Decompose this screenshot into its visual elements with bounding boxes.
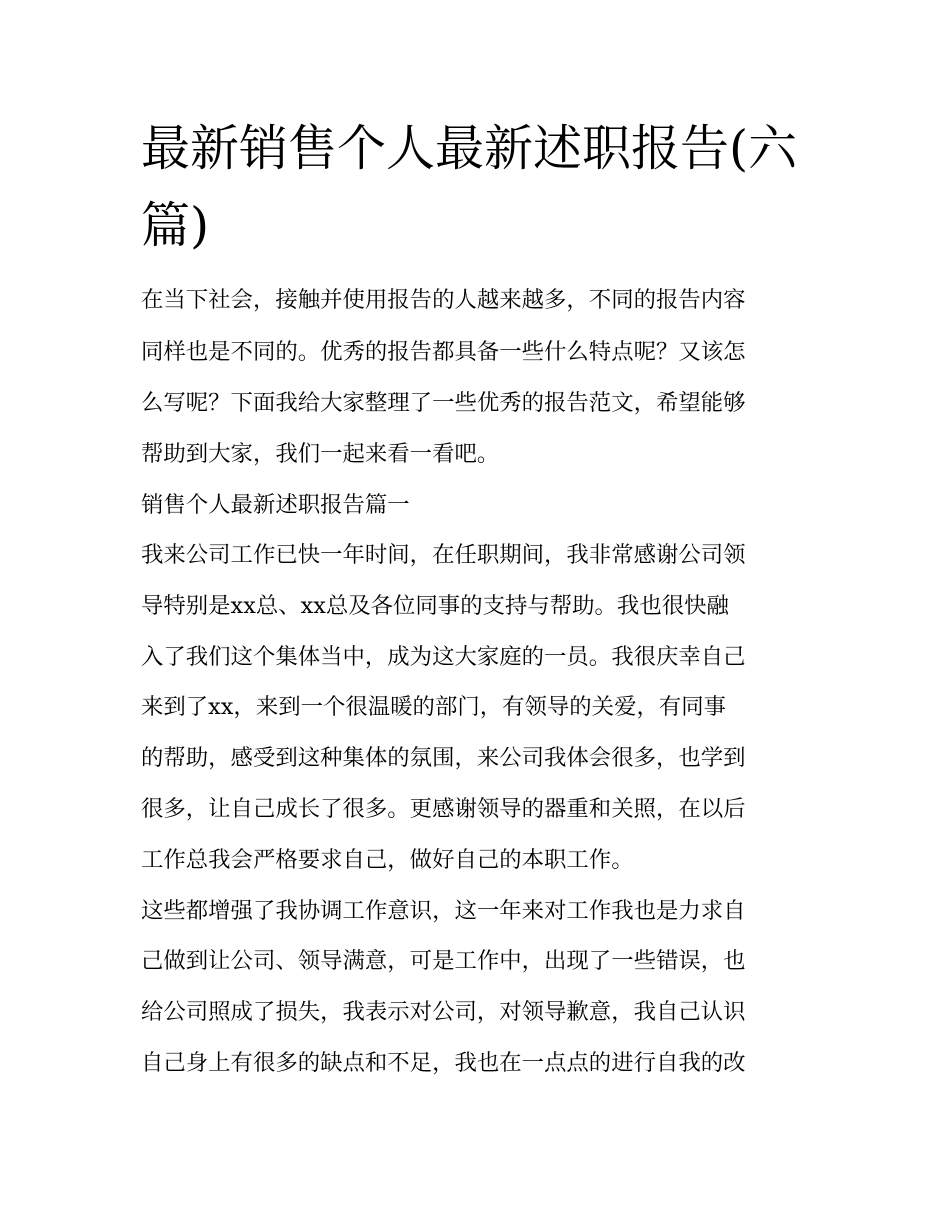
paragraph-line: 这些都增强了我协调工作意识，这一年来对工作我也是力求自 bbox=[141, 898, 746, 924]
paragraph-line: 给公司照成了损失，我表示对公司，对领导歉意，我自己认识 bbox=[141, 999, 746, 1025]
paragraph-line: 在当下社会，接触并使用报告的人越来越多，不同的报告内容 bbox=[141, 287, 746, 313]
paragraph-line: 很多，让自己成长了很多。更感谢领导的器重和关照，在以后 bbox=[141, 796, 746, 822]
paragraph-line: 么写呢？下面我给大家整理了一些优秀的报告范文，希望能够 bbox=[141, 390, 746, 416]
paragraph-line: 工作总我会严格要求自己，做好自己的本职工作。 bbox=[141, 847, 634, 873]
paragraph-line: 来到了xx，来到一个很温暖的部门，有领导的关爱，有同事 bbox=[141, 694, 727, 720]
paragraph-line: 帮助到大家，我们一起来看一看吧。 bbox=[141, 441, 500, 467]
section-heading: 销售个人最新述职报告篇一 bbox=[141, 492, 410, 518]
paragraph-line: 同样也是不同的。优秀的报告都具备一些什么特点呢？又该怎 bbox=[141, 339, 746, 365]
paragraph-line: 入了我们这个集体当中，成为这大家庭的一员。我很庆幸自己 bbox=[141, 644, 746, 670]
paragraph-line: 自己身上有很多的缺点和不足，我也在一点点的进行自我的改 bbox=[141, 1050, 746, 1076]
paragraph-line: 我来公司工作已快一年时间，在任职期间，我非常感谢公司领 bbox=[141, 542, 746, 568]
paragraph-line: 的帮助，感受到这种集体的氛围，来公司我体会很多，也学到 bbox=[141, 745, 746, 771]
paragraph-line: 导特别是xx总、xx总及各位同事的支持与帮助。我也很快融 bbox=[141, 593, 729, 619]
paragraph-line: 己做到让公司、领导满意，可是工作中，出现了一些错误，也 bbox=[141, 948, 746, 974]
document-title: 最新销售个人最新述职报告(六篇) bbox=[141, 120, 798, 254]
